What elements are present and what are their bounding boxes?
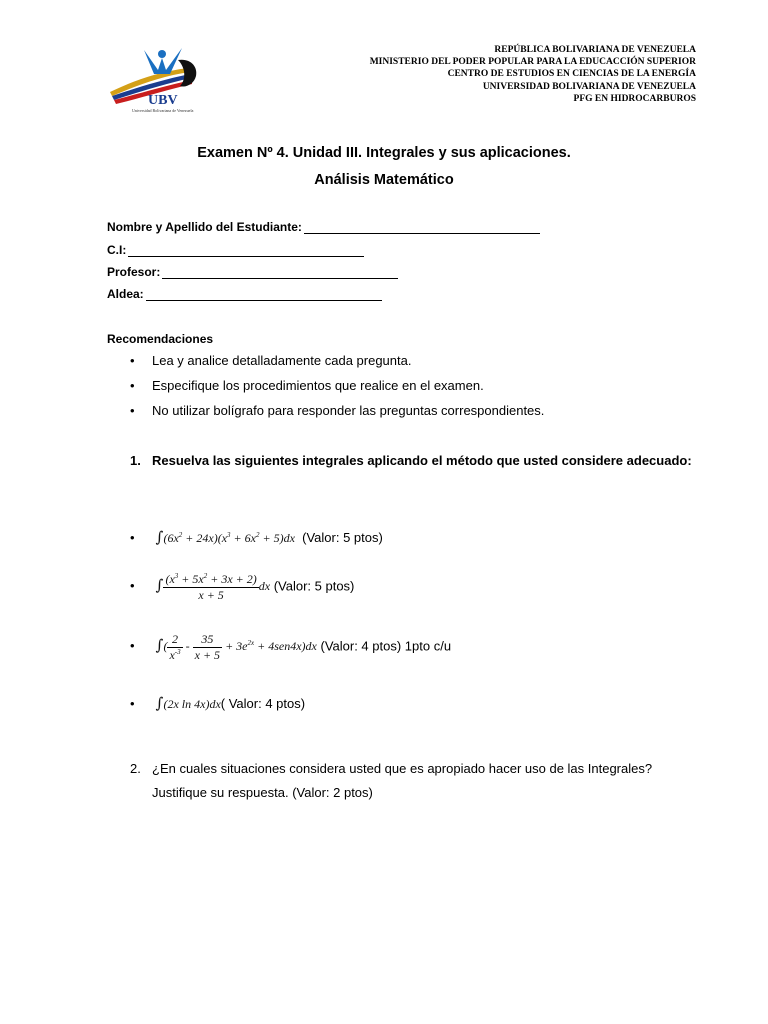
question-text: Resuelva las siguientes integrales aplicando el método que usted considere adecuado: [152, 453, 692, 468]
ubv-logo [106, 44, 218, 116]
question-1 [130, 449, 696, 473]
integral-value: (Valor: 5 ptos) [302, 530, 383, 545]
bullet-icon: • [130, 530, 135, 545]
logo-text: UBV [148, 93, 178, 108]
list-item: • Lea y analice detalladamente cada pregunta. [130, 353, 412, 368]
header-line: CENTRO DE ESTUDIOS EN CIENCIAS DE LA ENERGÍA [447, 69, 696, 80]
header-line: UNIVERSIDAD BOLIVARIANA DE VENEZUELA [482, 81, 696, 92]
student-name-field [107, 220, 540, 234]
list-item: • Especifique los procedimientos que realice en el examen. [130, 378, 484, 393]
field-label: Nombre y Apellido del Estudiante: [107, 220, 302, 234]
integral-value: (Valor: 4 ptos) 1pto c/u [320, 638, 452, 654]
integral-expression: ∫( $\frac{2}{x^{-3}}$ - $\frac{35}{x + 5}$ + $3e^{2x} + 4sen4x)dx$ [155, 632, 317, 662]
question-number: 1. [130, 453, 141, 468]
field-label: Profesor: [107, 265, 161, 279]
field-label: Aldea: [107, 287, 144, 301]
header-line: MINISTERIO DEL PODER POPULAR PARA LA EDUCACCIÓN SUPERIOR [369, 57, 696, 68]
bullet-icon: • [130, 638, 135, 654]
integral-expression: $\int(6x^2 + 24x)(x^3 + 6x^2 + 5)dx$ [155, 528, 295, 546]
bullet-icon: • [130, 353, 135, 368]
question-text: ¿En cuales situaciones considera usted que es apropiado hacer uso de las Integrales? [152, 761, 653, 776]
bullet-icon: • [130, 378, 135, 393]
question-2 [130, 757, 652, 805]
integral-expression: ∫(2x ln 4x)dx [155, 694, 221, 712]
profesor-line[interactable] [162, 266, 398, 279]
profesor-field [107, 265, 398, 279]
institution-header [370, 44, 696, 105]
field-label: C.I: [107, 243, 127, 257]
question-text-line2: Justifique su respuesta. (Valor: 2 ptos) [152, 785, 373, 800]
integral-item-1 [130, 528, 383, 546]
header-line: REPÚBLICA BOLIVARIANA DE VENEZUELA [494, 45, 696, 55]
bullet-icon: • [130, 578, 135, 594]
integral-item-4 [130, 694, 305, 712]
exam-title: Examen Nº 4. Unidad III. Integrales y sus aplicaciones. [197, 145, 571, 161]
recommendations-heading: Recomendaciones [107, 332, 214, 346]
integral-item-3 [130, 632, 451, 663]
question-number: 2. [130, 761, 141, 776]
aldea-line[interactable] [146, 288, 382, 301]
list-item: • No utilizar bolígrafo para responder las preguntas correspondientes. [130, 403, 545, 418]
bullet-icon: • [130, 403, 135, 418]
integral-expression: ∫ $\frac{(x^3 + 5x^2 + 3x + 2)}{x + 5}$ dx [155, 572, 271, 602]
svg-text:Universidad Bolivariana de Ven: Universidad Bolivariana de Venezuela [132, 108, 194, 113]
integral-value: (Valor: 5 ptos) [273, 578, 355, 594]
ubv-emblem-icon [106, 44, 218, 116]
ci-line[interactable] [128, 244, 364, 257]
ci-field [107, 243, 364, 257]
integral-value: ( Valor: 4 ptos) [220, 696, 306, 711]
bullet-icon: • [130, 696, 135, 711]
name-line[interactable] [304, 221, 540, 234]
exam-subtitle: Análisis Matemático [314, 172, 454, 188]
integral-item-2 [130, 572, 354, 603]
aldea-field [107, 287, 382, 301]
header-line: PFG EN HIDROCARBUROS [573, 93, 696, 104]
